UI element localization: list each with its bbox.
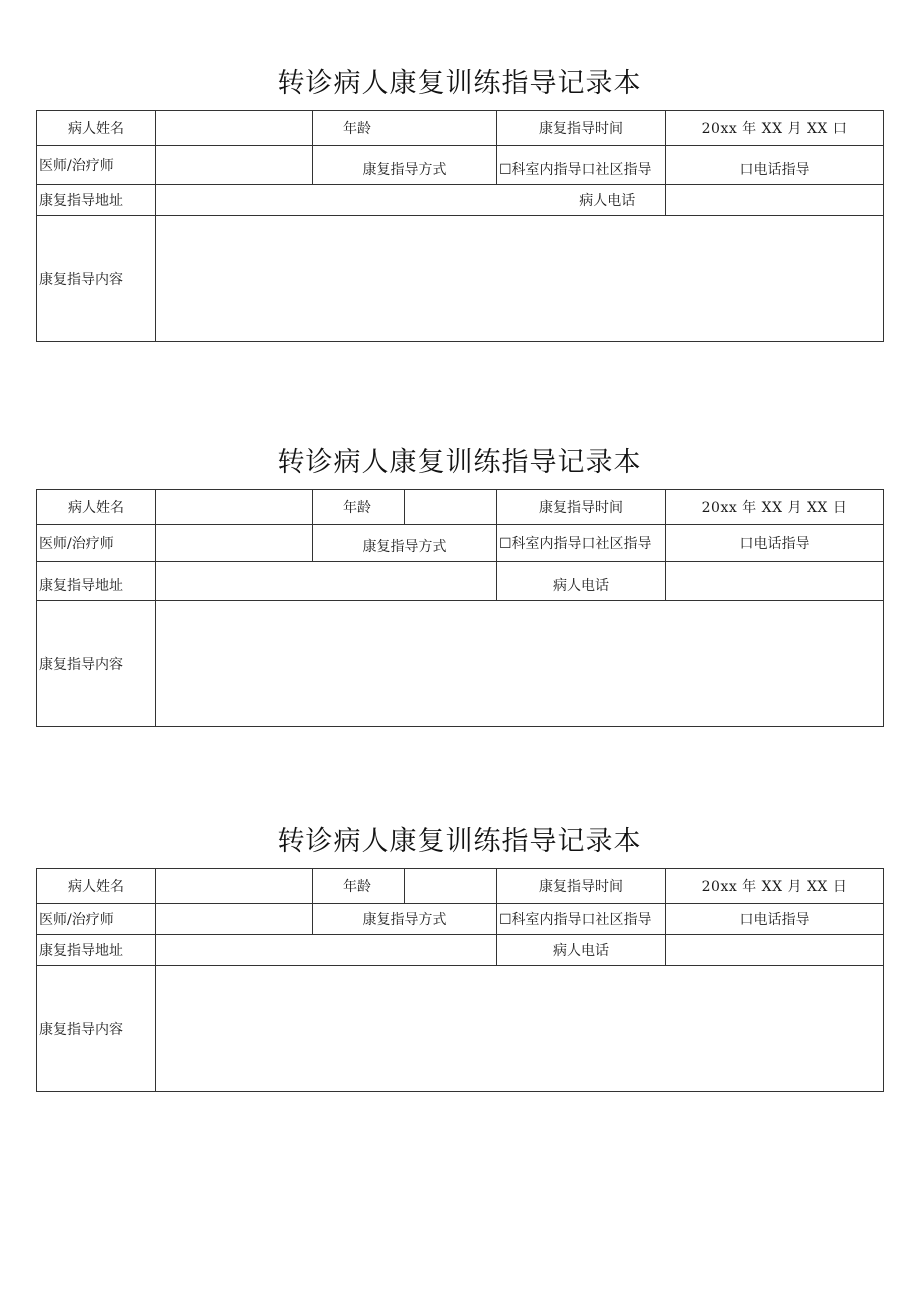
patient-name-label: 病人姓名 <box>37 111 156 146</box>
guidance-time-label: 康复指导时间 <box>497 869 666 904</box>
age-label: 年龄 <box>313 111 497 146</box>
method-options-inner[interactable]: ☐科室内指导口社区指导 <box>497 146 666 185</box>
form-title: 转诊病人康复训练指导记录本 <box>277 826 642 857</box>
guidance-time-value[interactable]: 20xx 年 XX 月 XX 日 <box>666 869 884 904</box>
form-title: 转诊病人康复训练指导记录本 <box>277 447 642 478</box>
age-field[interactable] <box>405 490 497 525</box>
doctor-field[interactable] <box>156 525 313 562</box>
patient-name-label: 病人姓名 <box>37 869 156 904</box>
phone-label: 病人电话 <box>497 935 666 966</box>
address-field[interactable] <box>156 935 497 966</box>
address-label: 康复指导地址 <box>37 185 156 216</box>
record-form-2 <box>36 437 883 727</box>
age-field[interactable] <box>405 869 497 904</box>
form-title: 转诊病人康复训练指导记录本 <box>277 68 642 99</box>
content-field[interactable] <box>156 601 884 727</box>
age-label: 年龄 <box>313 490 405 525</box>
record-form-3 <box>36 816 883 1092</box>
content-field[interactable] <box>156 966 884 1092</box>
content-field[interactable] <box>156 216 884 342</box>
method-option-phone[interactable]: 口电话指导 <box>666 525 884 562</box>
content-label: 康复指导内容 <box>37 601 156 727</box>
address-field[interactable] <box>156 185 550 216</box>
phone-field[interactable] <box>666 185 884 216</box>
phone-label: 病人电话 <box>550 185 666 216</box>
patient-name-field[interactable] <box>156 111 313 146</box>
guidance-time-value[interactable]: 20xx 年 XX 月 XX 口 <box>666 111 884 146</box>
method-label: 康复指导方式 <box>313 146 497 185</box>
guidance-time-label: 康复指导时间 <box>497 490 666 525</box>
method-options-inner[interactable]: ☐科室内指导口社区指导 <box>497 525 666 562</box>
record-table <box>36 110 884 342</box>
record-table <box>36 489 884 727</box>
patient-name-label: 病人姓名 <box>37 490 156 525</box>
patient-name-field[interactable] <box>156 869 313 904</box>
address-field[interactable] <box>156 562 497 601</box>
age-label: 年龄 <box>313 869 405 904</box>
method-option-phone[interactable]: 口电话指导 <box>666 904 884 935</box>
address-label: 康复指导地址 <box>37 562 156 601</box>
address-label: 康复指导地址 <box>37 935 156 966</box>
doctor-label: 医师/治疗师 <box>37 904 156 935</box>
patient-name-field[interactable] <box>156 490 313 525</box>
doctor-field[interactable] <box>156 146 313 185</box>
doctor-field[interactable] <box>156 904 313 935</box>
method-label: 康复指导方式 <box>313 525 497 562</box>
doctor-label: 医师/治疗师 <box>37 146 156 185</box>
record-form-1 <box>36 58 883 342</box>
content-label: 康复指导内容 <box>37 966 156 1092</box>
guidance-time-label: 康复指导时间 <box>497 111 666 146</box>
content-label: 康复指导内容 <box>37 216 156 342</box>
phone-label: 病人电话 <box>497 562 666 601</box>
method-option-phone[interactable]: 口电话指导 <box>666 146 884 185</box>
record-table <box>36 868 884 1092</box>
doctor-label: 医师/治疗师 <box>37 525 156 562</box>
phone-field[interactable] <box>666 935 884 966</box>
method-options-inner[interactable]: ☐科室内指导口社区指导 <box>497 904 666 935</box>
phone-field[interactable] <box>666 562 884 601</box>
method-label: 康复指导方式 <box>313 904 497 935</box>
guidance-time-value[interactable]: 20xx 年 XX 月 XX 日 <box>666 490 884 525</box>
